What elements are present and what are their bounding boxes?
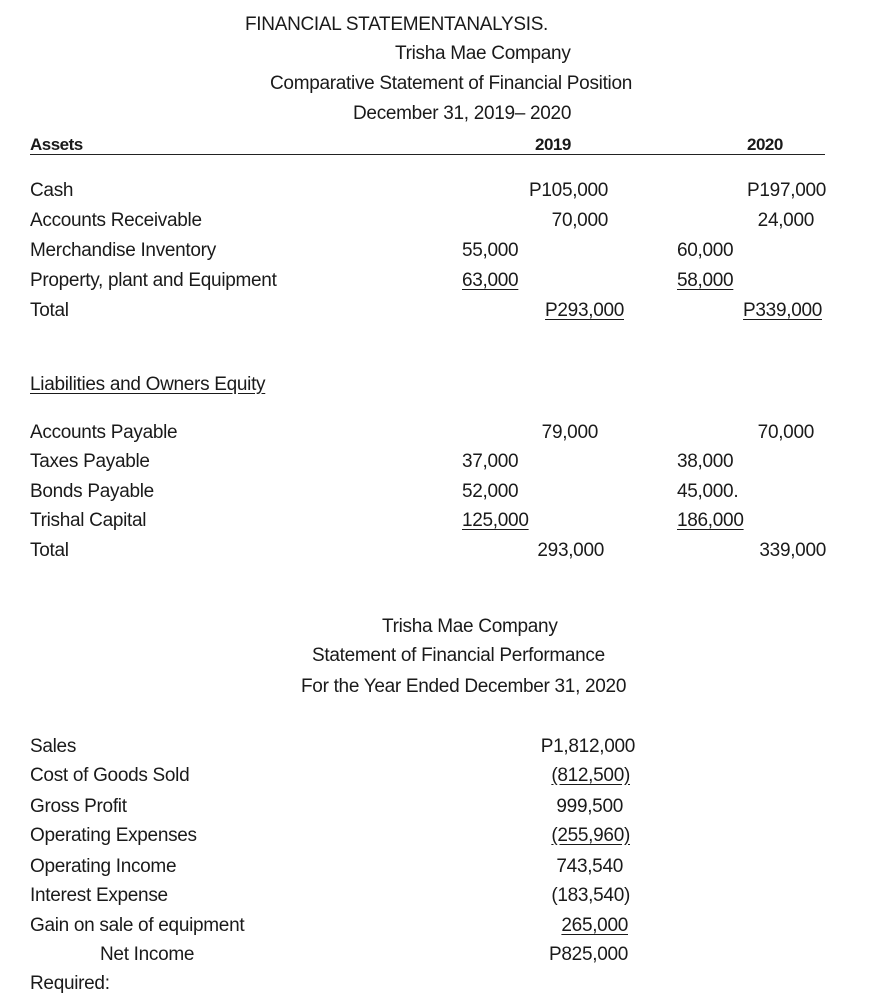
doc-title: FINANCIAL STATEMENTANALYSIS. <box>245 14 549 35</box>
statement-period: December 31, 2019– 2020 <box>353 103 572 124</box>
liability-2019-total: 79,000 <box>541 422 598 443</box>
liability-label: Bonds Payable <box>30 481 154 502</box>
performance-value: (255,960) <box>551 825 630 846</box>
asset-total-label: Total <box>30 300 69 321</box>
liability-2019-grand-total: 293,000 <box>537 540 604 561</box>
required-label: Required: <box>30 973 110 994</box>
statement-title: Comparative Statement of Financial Position <box>270 73 633 94</box>
liability-2019-detail: 37,000 <box>462 451 519 472</box>
asset-2019-total: 70,000 <box>551 210 608 231</box>
liability-label: Taxes Payable <box>30 451 150 472</box>
header-rule <box>30 154 825 155</box>
col-2020-heading: 2020 <box>747 135 783 154</box>
liability-total-label: Total <box>30 540 69 561</box>
performance-net-label: Net Income <box>100 944 195 965</box>
asset-2020-grand-total: P339,000 <box>743 300 822 321</box>
asset-2019-grand-total: P293,000 <box>545 300 624 321</box>
asset-2019-total: P105,000 <box>529 180 608 201</box>
performance-label: Gross Profit <box>30 796 127 817</box>
col-2019-heading: 2019 <box>535 135 571 154</box>
asset-label: Cash <box>30 180 74 201</box>
liability-2020-total: 70,000 <box>757 422 814 443</box>
asset-2020-detail: 58,000 <box>677 270 734 291</box>
performance-value: (183,540) <box>551 885 630 906</box>
performance-label: Operating Income <box>30 856 177 877</box>
liability-label: Accounts Payable <box>30 422 178 443</box>
performance-label: Interest Expense <box>30 885 168 906</box>
liability-2020-detail: 186,000 <box>677 510 744 531</box>
performance-net-value: P825,000 <box>549 944 628 965</box>
asset-label: Property, plant and Equipment <box>30 270 277 291</box>
performance-value: (812,500) <box>551 765 630 786</box>
performance-label: Gain on sale of equipment <box>30 915 245 936</box>
performance-title: Statement of Financial Performance <box>312 645 605 666</box>
liability-label: Trishal Capital <box>30 510 147 531</box>
performance-company: Trisha Mae Company <box>382 616 558 637</box>
asset-2019-detail: 55,000 <box>462 240 519 261</box>
liability-2019-detail: 125,000 <box>462 510 529 531</box>
performance-label: Sales <box>30 736 77 757</box>
performance-label: Operating Expenses <box>30 825 197 846</box>
liability-2020-grand-total: 339,000 <box>759 540 826 561</box>
liability-2020-detail: 38,000 <box>677 451 734 472</box>
performance-period: For the Year Ended December 31, 2020 <box>301 676 627 697</box>
performance-value: 999,500 <box>556 796 623 817</box>
company-name: Trisha Mae Company <box>395 43 571 64</box>
liability-2019-detail: 52,000 <box>462 481 519 502</box>
asset-label: Accounts Receivable <box>30 210 202 231</box>
asset-label: Merchandise Inventory <box>30 240 216 261</box>
performance-value: P1,812,000 <box>540 736 635 757</box>
performance-label: Cost of Goods Sold <box>30 765 190 786</box>
liabilities-heading: Liabilities and Owners Equity <box>30 374 266 395</box>
performance-value: 743,540 <box>556 856 623 877</box>
assets-heading: Assets <box>30 135 83 154</box>
asset-2019-detail: 63,000 <box>462 270 519 291</box>
asset-2020-total: P197,000 <box>747 180 826 201</box>
asset-2020-total: 24,000 <box>757 210 814 231</box>
performance-value: 265,000 <box>561 915 628 936</box>
liability-2020-detail: 45,000. <box>677 481 739 502</box>
asset-2020-detail: 60,000 <box>677 240 734 261</box>
